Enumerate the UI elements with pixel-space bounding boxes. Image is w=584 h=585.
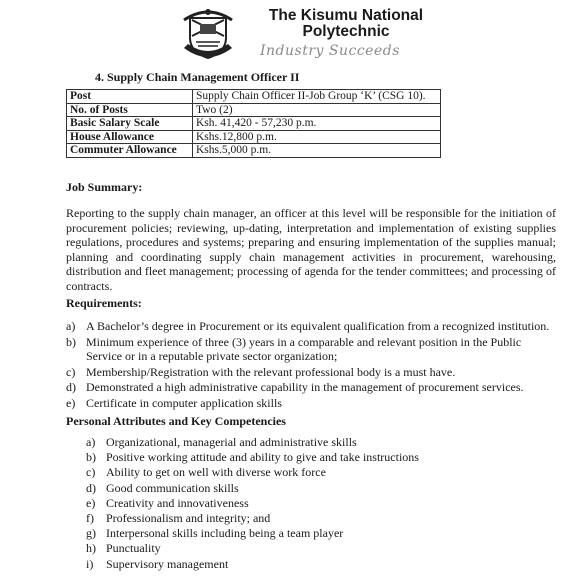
table-value: Ksh. 41,420 - 57,230 p.m.	[193, 117, 441, 131]
table-value: Two (2)	[193, 103, 441, 117]
list-item	[66, 365, 556, 380]
list-item-text: Certificate in computer application skills	[86, 395, 282, 410]
table-value: Supply Chain Officer II-Job Group ‘K’ (CSG 10).	[193, 90, 441, 104]
table-value: Kshs.5,000 p.m.	[193, 144, 441, 158]
job-summary-heading: Job Summary:	[66, 180, 143, 194]
table-label: House Allowance	[67, 130, 193, 144]
institution-name-line2: Polytechnic	[302, 23, 390, 40]
table-value: Kshs.12,800 p.m.	[193, 130, 441, 144]
list-item-text: Positive working attitude and ability to give and take instructions	[106, 450, 419, 465]
table-label: No. of Posts	[67, 103, 193, 117]
table-row	[67, 103, 441, 117]
list-item-text: Demonstrated a high administrative capability in the management of procurement services.	[86, 380, 524, 394]
list-marker: e)	[86, 495, 96, 510]
list-marker: i)	[86, 556, 94, 571]
table-row	[67, 90, 441, 104]
list-item-text: Professionalism and integrity; and	[106, 511, 271, 526]
job-summary-text: Reporting to the supply chain manager, an officer at this level will be responsible for the initiation of procurement policies; reviewing, up-dating, interpretation and implementation of existing supplies regulations, procedures and systems; preparing and ensuring implementation of the supplies manual; planning and coordinating supply chain management activities in procurement, warehousing, distribution and fleet management; processing of agenda for the tender committees; and processing of contracts.	[66, 206, 556, 293]
list-marker: e)	[66, 395, 76, 410]
list-item	[86, 481, 556, 496]
list-item-text: A Bachelor’s degree in Procurement or its equivalent qualification from a recognized institution.	[86, 319, 550, 333]
list-item-text: Minimum experience of three (3) years in a comparable and relevant position in the Public Service or in a reputable private sector organization;	[86, 334, 522, 363]
list-item	[66, 335, 556, 364]
list-marker: f)	[86, 511, 94, 526]
requirements-heading: Requirements:	[66, 296, 142, 310]
table-label: Commuter Allowance	[67, 144, 193, 158]
table-row	[67, 130, 441, 144]
list-item	[86, 511, 556, 526]
polytechnic-crest-logo	[178, 2, 238, 64]
requirements-section	[66, 296, 556, 411]
list-item-text: Creativity and innovativeness	[106, 495, 249, 510]
institution-name	[246, 8, 446, 40]
letterhead	[178, 2, 448, 68]
list-item-text: Good communication skills	[106, 480, 239, 495]
institution-name-line1: The Kisumu National	[268, 7, 424, 24]
list-item-text: Membership/Registration with the relevant professional body is a must have.	[86, 364, 456, 379]
list-item	[66, 319, 556, 334]
list-item	[86, 541, 556, 556]
list-item	[86, 435, 556, 450]
post-info-table	[66, 89, 441, 158]
list-item-text: Ability to get on well with diverse work force	[106, 465, 326, 480]
job-summary-section	[66, 180, 556, 293]
list-marker: a)	[66, 319, 76, 333]
table-label: Basic Salary Scale	[67, 117, 193, 131]
list-item	[86, 465, 556, 480]
list-item-text: Supervisory management	[106, 556, 229, 571]
list-marker: h)	[86, 541, 96, 556]
list-marker: d)	[66, 380, 76, 394]
list-marker: g)	[86, 526, 96, 541]
list-marker: d)	[86, 480, 96, 495]
list-marker: a)	[86, 435, 96, 449]
list-marker: c)	[86, 465, 96, 480]
table-row	[67, 117, 441, 131]
list-marker: b)	[66, 334, 76, 349]
list-item	[86, 496, 556, 511]
list-item-text: Interpersonal skills including being a team player	[106, 526, 344, 541]
list-item	[66, 380, 556, 395]
table-label: Post	[67, 90, 193, 104]
list-item	[86, 526, 556, 541]
attributes-list	[86, 435, 556, 572]
list-item-text: Punctuality	[106, 541, 161, 556]
institution-motto: Industry Succeeds	[260, 43, 400, 59]
table-row	[67, 144, 441, 158]
attributes-section	[66, 414, 556, 572]
list-marker: c)	[66, 364, 76, 379]
section-title: 4. Supply Chain Management Officer II	[95, 70, 300, 84]
list-item	[86, 450, 556, 465]
list-marker: b)	[86, 450, 96, 465]
list-item	[66, 396, 556, 411]
list-item	[86, 557, 556, 572]
requirements-list	[66, 319, 556, 410]
list-item-text: Organizational, managerial and administrative skills	[106, 435, 357, 449]
attributes-heading: Personal Attributes and Key Competencies	[66, 414, 286, 428]
